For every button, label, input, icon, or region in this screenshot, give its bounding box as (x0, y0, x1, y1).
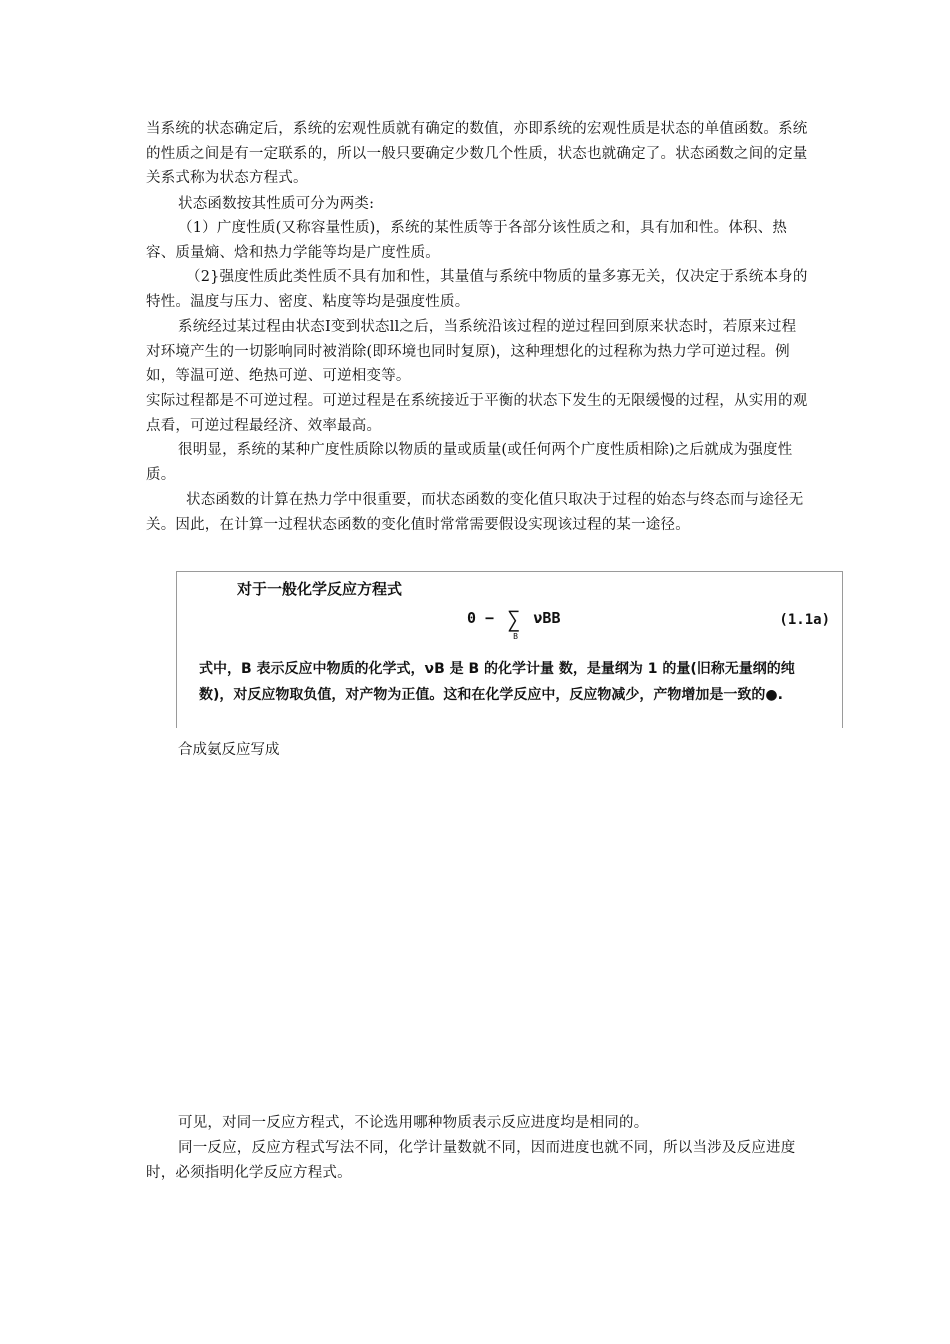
summation-symbol: ∑ B (507, 608, 521, 641)
paragraph-reaction-extent-same: 可见，对同一反应方程式，不论选用哪种物质表示反应进度均是相同的。 (178, 1115, 649, 1131)
paragraph-reaction-extent-equation: 同一反应，反应方程式写法不同，化学计量数就不同，因而进度也就不同，所以当涉及反应进度时，必须指明化学反应方程式。 (146, 1140, 796, 1181)
paragraph-intensive-derivation: 很明显，系统的某种广度性质除以物质的量或质量(或任何两个广度性质相除)之后就成为强度性质。 (146, 442, 793, 483)
paragraph-state-function-calculation: 状态函数的计算在热力学中很重要，而状态函数的变化值只取决于过程的始态与终态而与途径无关。因此，在计算一过程状态函数的变化值时常常需要假设实现该过程的某一途径。 (146, 492, 804, 533)
paragraph-irreversible-process: 实际过程都是不可逆过程。可逆过程是在系统接近于平衡的状态下发生的无限缓慢的过程，从实用的观点看，可逆过程最经济、效率最高。 (146, 393, 808, 434)
paragraph-state-function-definition: 当系统的状态确定后，系统的宏观性质就有确定的数值，亦即系统的宏观性质是状态的单值函数。系统的性质之间是有一定联系的，所以一般只要确定少数几个性质，状态也就确定了。状态函数之间的定量关系式称为状态方程式。 (146, 121, 808, 186)
equation-figure (176, 571, 843, 728)
summation-subscript: B (513, 632, 518, 641)
equation-right: νBB (533, 609, 561, 627)
figure-body-text: 式中，B 表示反应中物质的化学式，νB 是 B 的化学计量 数，是量纲为 1 的量(旧称无量纲的纯数)，对反应物取负值，对产物为正值。这和在化学反应中，反应物减少，产物增加是一致的●. (199, 661, 795, 703)
paragraph-reversible-process: 系统经过某过程由状态I变到状态ll之后，当系统沿该过程的逆过程回到原来状态时，若原来过程对环境产生的一切影响同时被消除(即环境也同时复原)，这种理想化的过程称为热力学可逆过程。例如，等温可逆、绝热可逆、可逆相变等。 (146, 319, 797, 384)
ammonia-synthesis-caption: 合成氨反应写成 (178, 742, 280, 758)
paragraph-extensive-property: （1）广度性质(又称容量性质)，系统的某性质等于各部分该性质之和，具有加和性。体积、热容、质量熵、焓和热力学能等均是广度性质。 (146, 220, 788, 261)
equation-left: 0 − (467, 609, 495, 627)
paragraph-intensive-property: （2}强度性质此类性质不具有加和性，其量值与系统中物质的量多寡无关，仅决定于系统本身的特性。温度与压力、密度、粘度等均是强度性质。 (146, 269, 808, 310)
equation-number: (1.1a) (779, 612, 830, 628)
figure-title: 对于一般化学反应方程式 (237, 580, 403, 598)
reaction-equation (467, 608, 561, 641)
paragraph-property-classes: 状态函数按其性质可分为两类: (178, 196, 375, 212)
